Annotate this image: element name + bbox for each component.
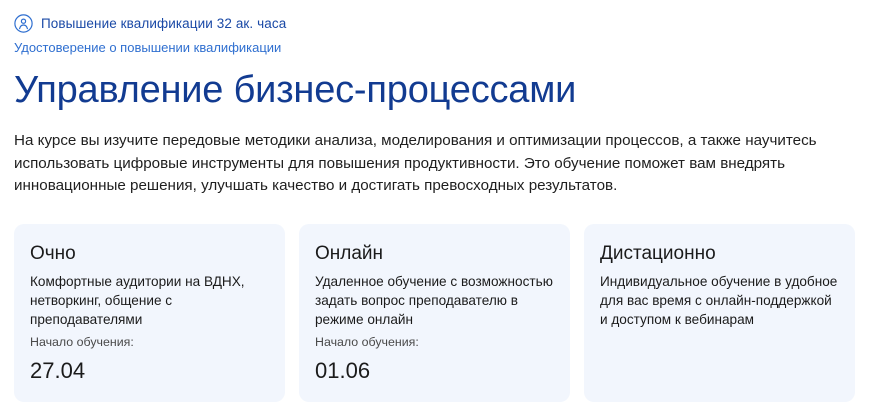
format-card-ochno[interactable]	[14, 224, 285, 402]
format-card-text: Комфортные аудитории на ВДНХ, нетворкинг, общение с преподавателями	[30, 274, 245, 327]
course-description: На курсе вы изучите передовые методики анализа, моделирования и оптимизации процессов, а также научитесь использовать цифровые инструменты для повышения продуктивности. Это обучение поможет вам внедрять инновационные решения, улучшать качество и достигать превосходных результатов.	[14, 132, 817, 194]
format-card-title: Онлайн	[315, 243, 384, 264]
format-card-text: Индивидуальное обучение в удобное для вас время с онлайн-поддержкой и доступом к вебинарам	[600, 274, 838, 327]
format-cards	[14, 224, 855, 402]
format-card-start-label: Начало обучения:	[30, 335, 134, 349]
page-title: Управление бизнес-процессами	[14, 69, 577, 111]
qualification-badge	[14, 0, 855, 33]
format-card-title: Дистационно	[600, 243, 716, 264]
certificate-subtitle: Удостоверение о повышении квалификации	[14, 40, 282, 55]
format-card-start-date: 27.04	[30, 358, 86, 383]
format-card-online[interactable]	[299, 224, 570, 402]
qualification-badge-icon	[14, 14, 33, 33]
format-card-start-date: 01.06	[315, 358, 371, 383]
format-card-start-label: Начало обучения:	[315, 335, 419, 349]
format-card-text: Удаленное обучение с возможностью задать вопрос преподавателю в режиме онлайн	[315, 274, 553, 327]
format-card-title: Очно	[30, 243, 76, 264]
format-card-distant[interactable]	[584, 224, 855, 402]
qualification-badge-label: Повышение квалификации 32 ак. часа	[41, 16, 287, 31]
